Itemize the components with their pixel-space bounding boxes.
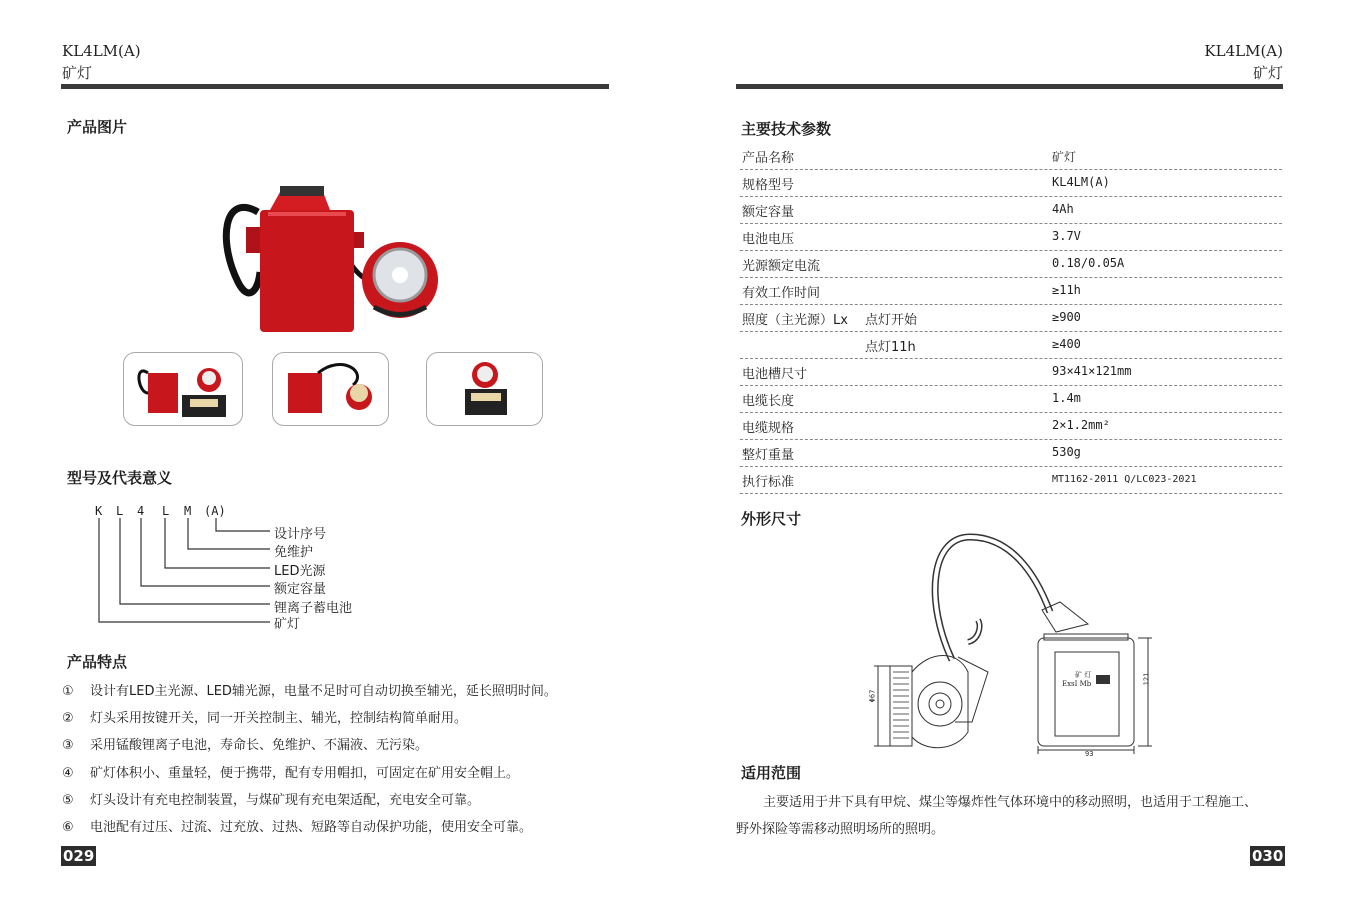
param-key: 电缆规格 bbox=[742, 421, 795, 436]
code-label-maintenance-free: 免维护 bbox=[274, 545, 314, 560]
product-main-image bbox=[218, 172, 468, 337]
feature-item-6 bbox=[62, 816, 532, 835]
code-label-design-seq: 设计序号 bbox=[274, 527, 327, 542]
code-letter-a: (A) bbox=[204, 504, 226, 518]
table-row bbox=[740, 358, 1282, 386]
param-key: 整灯重量 bbox=[742, 448, 795, 463]
param-key: 光源额定电流 bbox=[742, 259, 821, 274]
feature-item-5 bbox=[62, 789, 480, 808]
dim-width-label: 93 bbox=[1085, 750, 1094, 758]
code-label-li-ion-battery: 锂离子蓄电池 bbox=[274, 601, 353, 616]
feature-num: ⑥ bbox=[62, 820, 74, 835]
feature-text: 矿灯体积小、重量轻，便于携带，配有专用帽扣，可固定在矿用安全帽上。 bbox=[90, 766, 520, 781]
code-letter-k: K bbox=[95, 504, 103, 518]
param-subkey: 点灯11h bbox=[865, 340, 916, 355]
param-value: 2×1.2mm² bbox=[1052, 418, 1110, 432]
section-product-images: 产品图片 bbox=[67, 118, 128, 136]
feature-num: ④ bbox=[62, 766, 74, 781]
param-value: ≥11h bbox=[1052, 283, 1081, 297]
section-tech-params: 主要技术参数 bbox=[741, 120, 832, 138]
param-key: 执行标准 bbox=[742, 475, 795, 490]
table-row bbox=[740, 466, 1282, 494]
drawing-label-title: 矿 灯 bbox=[1075, 671, 1092, 679]
code-letter-m: M bbox=[184, 504, 192, 518]
feature-text: 灯头采用按键开关，同一开关控制主、辅光，控制结构简单耐用。 bbox=[90, 711, 468, 726]
code-letter-l2: L bbox=[162, 504, 170, 518]
code-label-rated-capacity: 额定容量 bbox=[274, 582, 327, 597]
param-key: 照度（主光源）Lx bbox=[742, 313, 848, 328]
param-value: ≥400 bbox=[1052, 337, 1081, 351]
right-header-rule bbox=[736, 84, 1283, 89]
feature-text: 电池配有过压、过流、过充放、过热、短路等自动保护功能，使用安全可靠。 bbox=[90, 820, 533, 835]
param-value: MT1162-2011 Q/LC023-2021 bbox=[1052, 474, 1197, 485]
ma-mark-icon bbox=[1096, 675, 1110, 684]
feature-num: ① bbox=[62, 684, 74, 699]
drawing-label-ex: ExsI Mb bbox=[1062, 680, 1092, 688]
dimension-drawing bbox=[860, 532, 1160, 760]
table-row bbox=[740, 169, 1282, 197]
thumbnail-lamp-front[interactable] bbox=[123, 352, 243, 426]
table-row bbox=[740, 304, 1282, 332]
param-subkey: 点灯开始 bbox=[865, 313, 918, 328]
feature-text: 设计有LED主光源、LED辅光源，电量不足时可自动切换至辅光，延长照明时间。 bbox=[90, 684, 557, 699]
section-dimensions: 外形尺寸 bbox=[741, 510, 802, 528]
param-key: 有效工作时间 bbox=[742, 286, 821, 301]
table-row bbox=[740, 223, 1282, 251]
param-value: 3.7V bbox=[1052, 229, 1081, 243]
table-row bbox=[740, 250, 1282, 278]
param-key: 电缆长度 bbox=[742, 394, 795, 409]
section-application: 适用范围 bbox=[741, 764, 802, 782]
feature-num: ③ bbox=[62, 738, 74, 753]
param-value: KL4LM(A) bbox=[1052, 175, 1110, 189]
code-letter-l: L bbox=[116, 504, 124, 518]
feature-text: 灯头设计有充电控制装置，与煤矿现有充电架适配，充电安全可靠。 bbox=[90, 793, 481, 808]
param-key: 电池槽尺寸 bbox=[742, 367, 808, 382]
code-letter-4: 4 bbox=[137, 504, 145, 518]
left-header-rule bbox=[61, 84, 609, 89]
section-features: 产品特点 bbox=[67, 653, 128, 671]
table-row bbox=[740, 196, 1282, 224]
thumbnail-lamp-charger[interactable] bbox=[426, 352, 543, 426]
param-value: 0.18/0.05A bbox=[1052, 256, 1125, 270]
thumbnail-lamp-charger-image bbox=[427, 353, 542, 425]
dim-diameter-label: Φ67 bbox=[868, 689, 877, 703]
param-value: 矿灯 bbox=[1052, 150, 1077, 164]
feature-item-1 bbox=[62, 680, 557, 699]
param-value: 93×41×121mm bbox=[1052, 364, 1132, 378]
table-row bbox=[740, 277, 1282, 305]
param-value: 530g bbox=[1052, 445, 1081, 459]
table-row bbox=[740, 412, 1282, 440]
application-text-line-2: 野外探险等需移动照明场所的照明。 bbox=[736, 822, 945, 837]
feature-num: ⑤ bbox=[62, 793, 74, 808]
param-value: 4Ah bbox=[1052, 202, 1074, 216]
section-model-meaning: 型号及代表意义 bbox=[67, 469, 173, 487]
param-key: 产品名称 bbox=[742, 151, 795, 166]
table-row bbox=[740, 385, 1282, 413]
code-label-mine-lamp: 矿灯 bbox=[274, 617, 301, 632]
right-header-name: 矿灯 bbox=[1252, 64, 1283, 82]
feature-text: 采用锰酸锂离子电池，寿命长、免维护、不漏液、无污染。 bbox=[90, 738, 429, 753]
param-key: 电池电压 bbox=[742, 232, 795, 247]
right-header-model: KL4LM(A) bbox=[1204, 42, 1283, 60]
param-key: 额定容量 bbox=[742, 205, 795, 220]
application-text-line-1: 主要适用于井下具有甲烷、煤尘等爆炸性气体环境中的移动照明，也适用于工程施工、 bbox=[763, 795, 1258, 810]
param-value: 1.4m bbox=[1052, 391, 1081, 405]
model-code-connector-lines bbox=[90, 516, 275, 628]
code-label-led-source: LED光源 bbox=[274, 564, 326, 579]
left-page-number: 029 bbox=[63, 847, 95, 865]
feature-item-2 bbox=[62, 707, 467, 726]
table-row bbox=[740, 331, 1282, 359]
feature-num: ② bbox=[62, 711, 74, 726]
left-header-model: KL4LM(A) bbox=[62, 42, 141, 60]
thumbnail-lamp-side-image bbox=[273, 353, 388, 425]
right-page-number: 030 bbox=[1252, 847, 1284, 865]
param-value: ≥900 bbox=[1052, 310, 1081, 324]
param-key: 规格型号 bbox=[742, 178, 795, 193]
table-row bbox=[740, 439, 1282, 467]
table-row bbox=[740, 142, 1282, 170]
dim-height-label: 121 bbox=[1142, 672, 1151, 686]
feature-item-4 bbox=[62, 762, 519, 781]
feature-item-3 bbox=[62, 734, 428, 753]
left-header-name: 矿灯 bbox=[62, 64, 93, 82]
thumbnail-lamp-front-image bbox=[124, 353, 242, 425]
thumbnail-lamp-side[interactable] bbox=[272, 352, 389, 426]
